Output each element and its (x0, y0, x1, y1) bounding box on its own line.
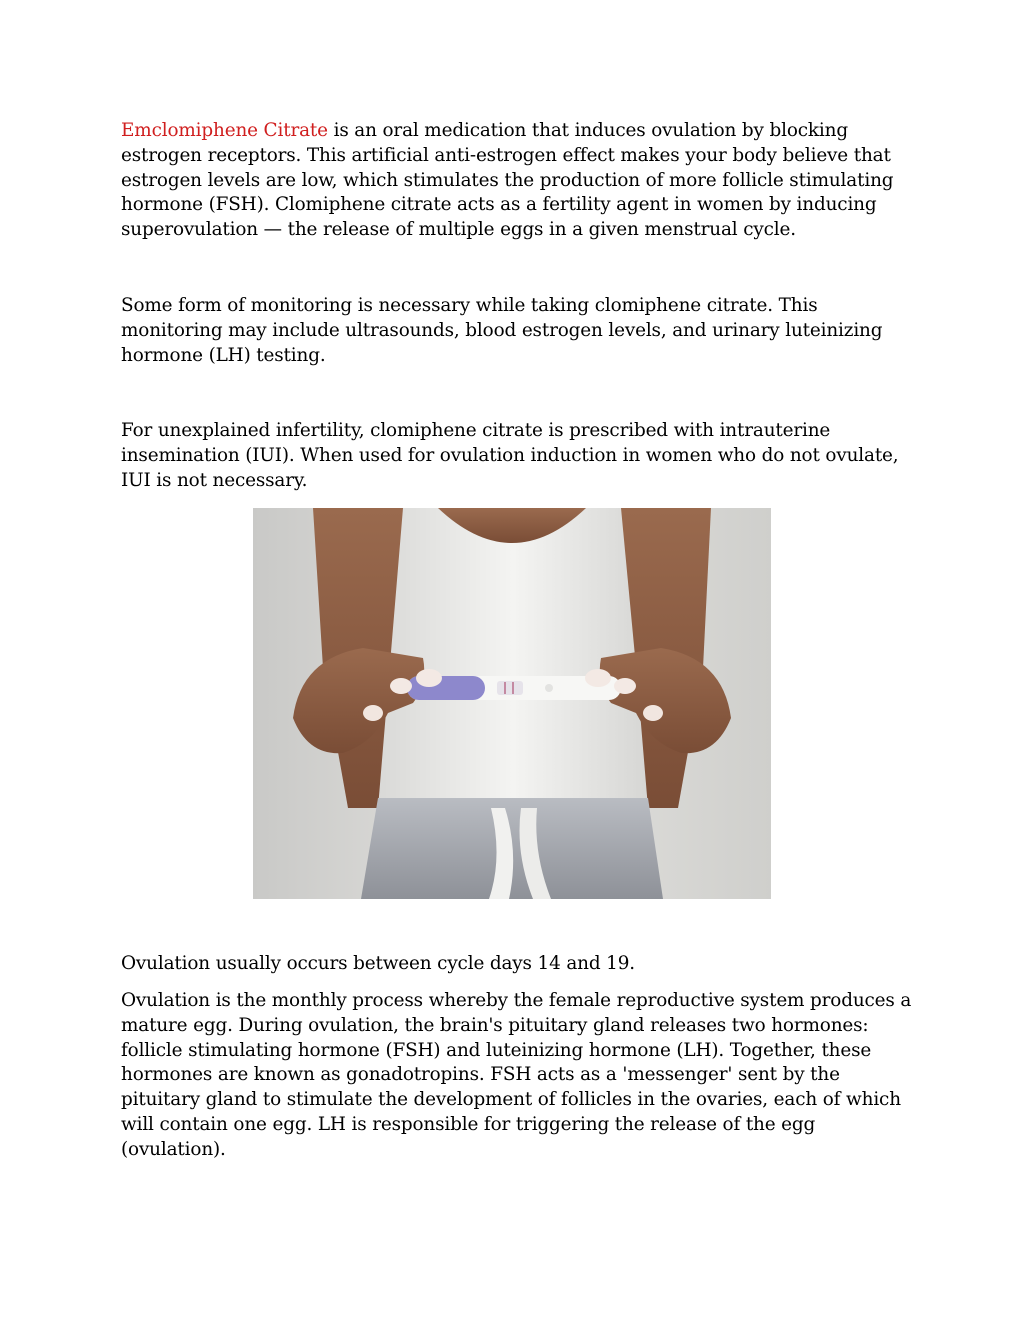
intro-paragraph-text: is an oral medication that induces ovulation by blocking estrogen receptors. This artificial anti-estrogen effect makes your body believe that estrogen levels are low, which stimulates the production of more follicle stimulating hormone (FSH). Clomiphene citrate acts as a fertility agent in women by inducing superovulation — the release of multiple eggs in a given menstrual cycle. (121, 120, 894, 241)
unexplained-infertility-paragraph: For unexplained infertility, clomiphene citrate is prescribed with intrauterine insemination (IUI). When used for ovulation induction in women who do not ovulate, IUI is not necessary. (121, 420, 899, 491)
monitoring-paragraph: Some form of monitoring is necessary while taking clomiphene citrate. This monitoring may include ultrasounds, blood estrogen levels, and urinary luteinizing hormone (LH) testing. (121, 295, 883, 366)
intro-paragraph (121, 119, 921, 243)
pregnancy-test-photo (253, 508, 771, 899)
emclomiphene-citrate-link[interactable]: Emclomiphene Citrate (121, 120, 328, 141)
ovulation-timing-paragraph: Ovulation usually occurs between cycle days 14 and 19. (121, 953, 635, 974)
ovulation-process-paragraph: Ovulation is the monthly process whereby the female reproductive system produces a mature egg. During ovulation, the brain's pituitary gland releases two hormones: follicle stimulating hormone (FSH) and luteinizing hormone (LH). Together, these hormones are known as gonadotropins. FSH acts as a 'messenger' sent by the pituitary gland to stimulate the development of follicles in the ovaries, each of which will contain one egg. LH is responsible for triggering the release of the egg (ovulation). (121, 990, 912, 1160)
